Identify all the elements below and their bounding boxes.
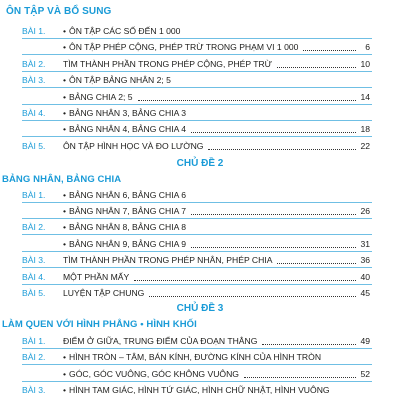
lesson-label: BÀI 3. [22, 75, 46, 85]
page-number: 18 [360, 124, 370, 134]
divider [22, 218, 372, 219]
dot-leader [277, 67, 356, 68]
lesson-title: • HÌNH TAM GIÁC, HÌNH TỨ GIÁC, HÌNH CHỮ NHẬT, HÌNH VUÔNG [63, 383, 333, 397]
dot-leader [277, 263, 356, 264]
divider [22, 71, 372, 72]
lesson-title: • ÔN TẬP BẢNG NHÂN 2; 5 [63, 73, 174, 87]
divider [22, 87, 372, 88]
lesson-title: • HÌNH TRÒN – TÂM, BÁN KÍNH, ĐƯỜNG KÍNH CỦA HÌNH TRÒN [63, 350, 324, 364]
lesson-label: BÀI 2. [22, 59, 46, 69]
toc-row[interactable] [0, 367, 400, 381]
lesson-title: • BẢNG CHIA 2; 5 [63, 90, 136, 104]
toc-row[interactable] [0, 204, 400, 218]
toc-row[interactable] [0, 57, 400, 71]
lesson-label: BÀI 1. [22, 26, 46, 36]
lesson-title: TÌM THÀNH PHẦN TRONG PHÉP NHÂN, PHÉP CHIA [63, 255, 273, 265]
toc-row[interactable] [0, 383, 400, 397]
dot-leader [244, 377, 356, 378]
dot-leader [262, 344, 356, 345]
divider [22, 381, 372, 382]
lesson-title: • BẢNG NHÂN 3, BẢNG CHIA 3 [63, 106, 189, 120]
divider [22, 136, 372, 137]
divider [22, 234, 372, 235]
dot-leader [303, 50, 356, 51]
divider [22, 251, 372, 252]
page-number: 45 [360, 288, 370, 298]
divider [22, 120, 372, 121]
section-title: ÔN TẬP VÀ BỔ SUNG [6, 6, 112, 17]
lesson-label: BÀI 5. [22, 141, 46, 151]
toc-row[interactable] [0, 106, 400, 120]
toc-row[interactable] [0, 237, 400, 251]
divider [22, 364, 372, 365]
page-number: 36 [360, 255, 370, 265]
dot-leader [191, 132, 356, 133]
toc-row[interactable] [0, 24, 400, 38]
lesson-title: MỘT PHẦN MẤY [63, 272, 130, 282]
toc-row[interactable] [0, 286, 400, 300]
divider [22, 54, 372, 55]
toc-row[interactable] [0, 220, 400, 234]
dot-leader [134, 280, 356, 281]
lesson-title: • BẢNG NHÂN 8, BẢNG CHIA 8 [63, 220, 189, 234]
toc-row[interactable] [0, 270, 400, 284]
page-number: 26 [360, 206, 370, 216]
lesson-label: BÀI 4. [22, 272, 46, 282]
chapter-heading: CHỦ ĐỀ 3 [176, 303, 224, 314]
page-number: 52 [360, 369, 370, 379]
lesson-title: ÔN TẬP HÌNH HỌC VÀ ĐO LƯỜNG [63, 141, 204, 151]
lesson-label: BÀI 1. [22, 336, 46, 346]
lesson-label: BÀI 3. [22, 255, 46, 265]
divider [22, 202, 372, 203]
lesson-title: TÌM THÀNH PHẦN TRONG PHÉP CỘNG, PHÉP TRỪ [63, 59, 273, 69]
lesson-title: • BẢNG NHÂN 9, BẢNG CHIA 9 [63, 237, 189, 251]
lesson-title: • ÔN TẬP PHÉP CỘNG, PHÉP TRỪ TRONG PHẠM VI 1 000 [63, 40, 301, 54]
page-number: 22 [360, 141, 370, 151]
lesson-label: BÀI 4. [22, 108, 46, 118]
toc-row[interactable] [0, 73, 400, 87]
toc-row[interactable] [0, 350, 400, 364]
dot-leader [191, 214, 356, 215]
lesson-title: • ÔN TẬP CÁC SỐ ĐẾN 1 000 [63, 24, 183, 38]
lesson-title: • BẢNG NHÂN 4, BẢNG CHIA 4 [63, 122, 189, 136]
page-number: 40 [360, 272, 370, 282]
page-number: 10 [360, 59, 370, 69]
divider [22, 267, 372, 268]
lesson-label: BÀI 1. [22, 190, 46, 200]
divider [22, 284, 372, 285]
divider [22, 38, 372, 39]
lesson-label: BÀI 2. [22, 222, 46, 232]
toc-row[interactable] [0, 139, 400, 153]
toc-row[interactable] [0, 122, 400, 136]
section-title: BẢNG NHÂN, BẢNG CHIA [2, 174, 122, 185]
toc-row[interactable] [0, 253, 400, 267]
toc-row[interactable] [0, 40, 400, 54]
dot-leader [138, 100, 356, 101]
toc-row[interactable] [0, 90, 400, 104]
lesson-label: BÀI 2. [22, 352, 46, 362]
page-number: 14 [360, 92, 370, 102]
lesson-title: • GÓC, GÓC VUÔNG, GÓC KHÔNG VUÔNG [63, 367, 242, 381]
toc-row[interactable] [0, 334, 400, 348]
divider [22, 348, 372, 349]
page-number: 6 [365, 42, 370, 52]
lesson-title: ĐIỂM Ở GIỮA, TRUNG ĐIỂM CỦA ĐOẠN THẲNG [63, 336, 258, 346]
chapter-heading: CHỦ ĐỀ 2 [176, 158, 224, 169]
toc-row[interactable] [0, 188, 400, 202]
lesson-title: • BẢNG NHÂN 7, BẢNG CHIA 7 [63, 204, 189, 218]
dot-leader [149, 296, 356, 297]
divider [22, 104, 372, 105]
lesson-label: BÀI 5. [22, 288, 46, 298]
lesson-label: BÀI 3. [22, 385, 46, 395]
dot-leader [208, 149, 356, 150]
page-number: 49 [360, 336, 370, 346]
lesson-title: LUYỆN TẬP CHUNG [63, 288, 145, 298]
lesson-title: • BẢNG NHÂN 6, BẢNG CHIA 6 [63, 188, 189, 202]
section-title: LÀM QUEN VỚI HÌNH PHẲNG • HÌNH KHỐI [2, 319, 197, 330]
dot-leader [191, 247, 356, 248]
page-number: 31 [360, 239, 370, 249]
